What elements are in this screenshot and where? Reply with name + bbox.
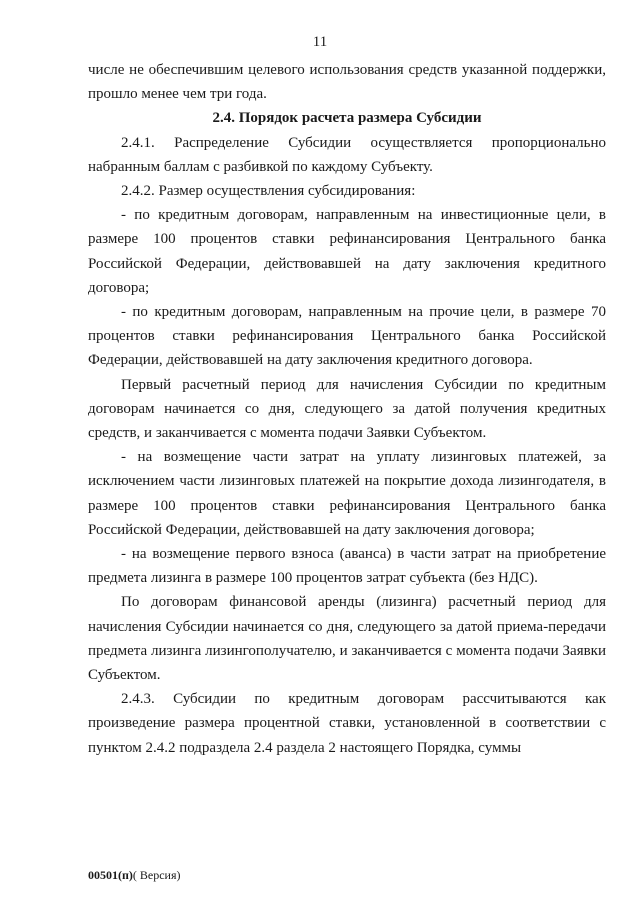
paragraph-2-4-3: 2.4.3. Субсидии по кредитным договорам рассчитываются как произведение размера процентной ставки, установленной в соответствии с пунктом 2.4.2 подраздела 2.4 раздела 2 настоящего Порядка, суммы [88,691,606,756]
page-number: 11 [312,34,328,50]
section-heading: 2.4. Порядок расчета размера Субсидии [212,110,482,127]
list-item-leasing-payments: - на возмещение части затрат на уплату лизинговых платежей, за исключением части лизинговых платежей на покрытие дохода лизингодателя, в размере 100 процентов ставки рефинансирования Центрального банка Российской Федерации, действовавшей на дату заключения договора; [88,449,606,538]
footer [88,868,181,883]
list-item-other-credit: - по кредитным договорам, направленным на прочие цели, в размере 70 процентов ставки рефинансирования Центрального банка Российской Федерации, действовавшей на дату заключения кредитного договора. [88,304,606,369]
list-item-first-payment: - на возмещение первого взноса (аванса) в части затрат на приобретение предмета лизинга в размере 100 процентов затрат субъекта (без НДС). [88,546,606,587]
paragraph-leasing-period: По договорам финансовой аренды (лизинга) расчетный период для начисления Субсидии начинается со дня, следующего за датой приема-передачи предмета лизинга лизингополучателю, и заканчивается с момента подачи Заявки Субъектом. [88,594,606,684]
paragraph-credit-period: Первый расчетный период для начисления Субсидии по кредитным договорам начинается со дня, следующего за датой получения кредитных средств, и заканчивается с момента подачи Заявки Субъектом. [88,376,606,442]
paragraph-2-4-2: 2.4.2. Размер осуществления субсидирования: [121,183,416,200]
document-body [88,58,606,760]
document-version: ( Версия) [132,868,181,882]
document-code: 00501(п) [88,868,133,882]
list-item-investment-credit: - по кредитным договорам, направленным на инвестиционные цели, в размере 100 процентов ставки рефинансирования Центрального банка Российской Федерации, действовавшей на дату заключения кредитного договора; [88,207,606,296]
paragraph-2-4-1: 2.4.1. Распределение Субсидии осуществляется пропорционально набранным баллам с разбивкой по каждому Субъекту. [88,134,606,175]
paragraph-continuation: числе не обеспечившим целевого использования средств указанной поддержки, прошло менее чем три года. [88,62,606,103]
